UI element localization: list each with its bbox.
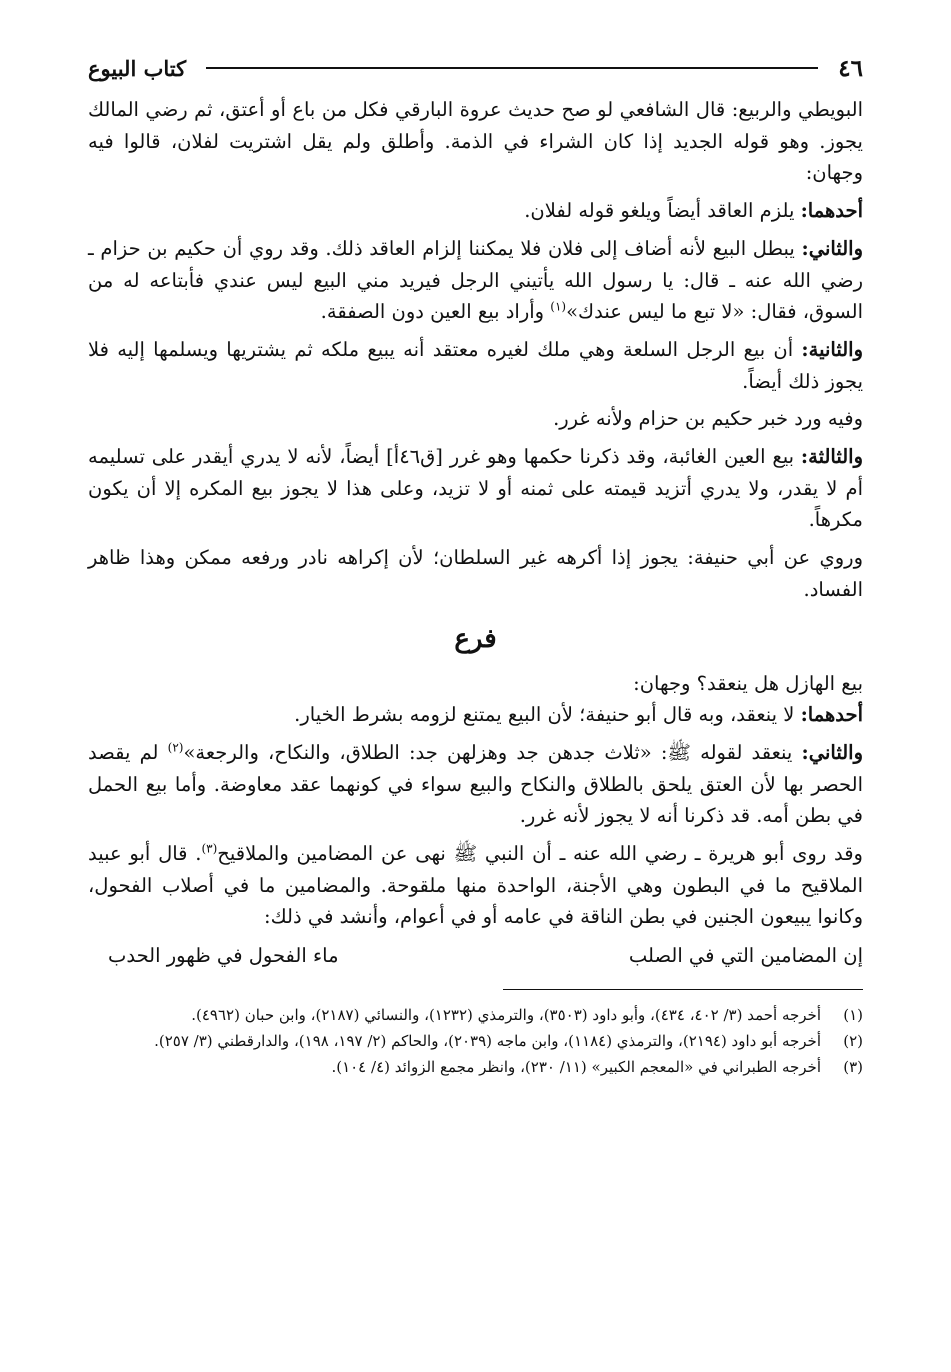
paragraph-label: أحدهما: — [800, 199, 863, 223]
footnote-number: (١) — [843, 1006, 863, 1025]
paragraph-3 — [88, 233, 863, 328]
poem-verse — [88, 939, 863, 973]
footnote-number: (٣) — [843, 1058, 863, 1077]
section-heading: فرع — [454, 623, 497, 654]
footnote-ref-2[interactable]: (٢) — [167, 740, 184, 755]
footnote-text: أخرجه الطبراني في «المعجم الكبير» (١١/ ٢٣٠)، وانظر مجمع الزوائد (٤/ ١٠٤). — [331, 1058, 821, 1077]
paragraph-text: بيع العين الغائبة، وقد ذكرنا حكمها وهو غرر [ق٤٦أ] أيضاً، لأنه لا يدري أيقدر على تسليمه أم لا يقدر، ولا يدري أتزيد قيمته على ثمنه أو لا تزيد، وعلى هذا لا يجوز بيع المكره إلا أن يكون مكرهاً. — [88, 445, 863, 532]
footnotes — [88, 1002, 863, 1080]
paragraph-text: لا ينعقد، وبه قال أبو حنيفة؛ لأن البيع يمتنع لزومه بشرط الخيار. — [294, 703, 801, 727]
footnote-text: أخرجه أحمد (٣/ ٤٠٢، ٤٣٤)، وأبو داود (٣٥٠٣)، والترمذي (١٢٣٢)، والنسائي (٢١٨٧)، وابن حبان (٤٩٦٢). — [191, 1006, 821, 1025]
paragraph-text: . قال أبو عبيد الملاقيح ما في البطون وهي الأجنة، الواحدة منها ملقوحة. والمضامين ما في أصلاب الفحول، وكانوا يبيعون الجنين في بطن الناقة في عامه أو في أعوام، وأنشد في ذلك: — [88, 842, 863, 929]
footnote-2 — [88, 1028, 863, 1054]
footnote-ref-3[interactable]: (٣) — [201, 841, 218, 856]
section-paragraph-4 — [88, 838, 863, 933]
section-paragraph-3 — [88, 737, 863, 832]
paragraph-label: والثاني: — [801, 740, 863, 764]
paragraph-text: ينعقد لقوله ﷺ: «ثلاث جدهن جد وهزلهن جد: الطلاق، والنكاح، والرجعة» — [183, 740, 802, 764]
paragraph-2 — [88, 195, 863, 227]
paragraph-4 — [88, 334, 863, 397]
page-header — [88, 48, 863, 88]
book-title: كتاب البيوع — [88, 55, 187, 81]
paragraph-text: وأراد بيع العين دون الصفقة. — [320, 300, 551, 324]
paragraph-6 — [88, 441, 863, 536]
paragraph-1: البويطي والربيع: قال الشافعي لو صح حديث عروة البارقي فكل من باع أو أعتق، ثم رضي المالك يجوز. وهو قوله الجديد إذا كان الشراء في الذمة. وأطلق ولم يقل اشتريت لفلان، قالوا فيه وجهان: — [88, 98, 863, 185]
footnote-text: أخرجه أبو داود (٢١٩٤)، والترمذي (١١٨٤)، وابن ماجه (٢٠٣٩)، والحاكم (٢/ ١٩٧، ١٩٨)، والدارقطني (٣/ ٢٥٧). — [154, 1032, 821, 1051]
footnote-number: (٢) — [843, 1032, 863, 1051]
paragraph-text: يلزم العاقد أيضاً ويلغو قوله لفلان. — [524, 199, 801, 223]
paragraph-7: وروي عن أبي حنيفة: يجوز إذا أكرهه غير السلطان؛ لأن إكراهه نادر ورفعه ممكن وهذا ظاهر الفساد. — [88, 546, 863, 601]
footnote-divider — [503, 989, 863, 990]
footnote-3 — [88, 1054, 863, 1080]
section-paragraph-1: بيع الهازل هل ينعقد؟ وجهان: — [633, 671, 863, 695]
paragraph-text: يبطل البيع لأنه أضاف إلى فلان فلا يمكننا إلزام العاقد ذلك. وقد روي أن حكيم بن حزام ـ رضي الله عنه ـ قال: يا رسول الله يأتيني الرجل فيريد مني البيع ليس عندي فأبتاعه له من السوق، فقال: «لا تبع ما ليس عندك» — [88, 236, 863, 324]
paragraph-label: والثاني: — [801, 236, 863, 260]
paragraph-text: وقد روى أبو هريرة ـ رضي الله عنه ـ أن النبي ﷺ نهى عن المضامين والملاقيح — [217, 842, 863, 866]
header-rule — [206, 67, 818, 69]
paragraph-label: والثانية: — [801, 337, 863, 361]
verse-first-hemistich: إن المضامين التي في الصلب — [628, 944, 863, 968]
page-number: ٤٦ — [838, 54, 863, 82]
section-paragraph-2 — [88, 699, 863, 731]
paragraph-text: لم يقصد الحصر بها لأن العتق يلحق بالطلاق والنكاح والبيع سواء في كونهما عقد معاوضة. وأما بيع الحمل في بطن أمه. قد ذكرنا أنه لا يجوز لأنه غرر. — [88, 740, 863, 828]
verse-second-hemistich: ماء الفحول في ظهور الحدب — [108, 944, 339, 968]
paragraph-text: أن بيع الرجل السلعة وهي ملك لغيره معتقد أنه يبيع ملكه ثم يشتريها ويسلمها إليه فلا يجوز ذلك أيضاً. — [88, 337, 863, 393]
footnote-ref-1[interactable]: (١) — [550, 299, 567, 314]
paragraph-5: وفيه ورد خبر حكيم بن حزام ولأنه غرر. — [553, 407, 863, 431]
page-body — [88, 94, 863, 973]
paragraph-label: أحدهما: — [800, 703, 863, 727]
footnote-1 — [88, 1002, 863, 1028]
paragraph-label: والثالثة: — [800, 445, 864, 469]
